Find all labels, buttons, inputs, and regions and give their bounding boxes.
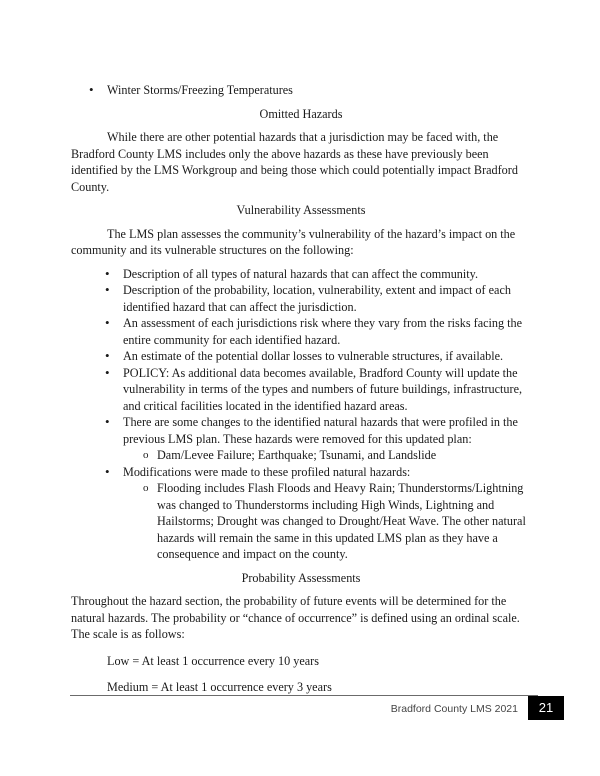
- list-item: • Description of the probability, location, vulnerability, extent and impact of each identified hazard that can affect the jurisdiction.: [71, 282, 531, 315]
- list-item: • POLICY: As additional data becomes available, Bradford County will update the vulnerability in terms of the types and numbers of future buildings, infrastructure, and critical facilities located in the identified hazard areas.: [71, 365, 531, 415]
- footer-title: Bradford County LMS 2021: [390, 703, 518, 715]
- scale-medium: Medium = At least 1 occurrence every 3 years: [107, 680, 332, 694]
- section-heading-omitted-hazards: Omitted Hazards: [259, 106, 343, 121]
- paragraph-probability: Throughout the hazard section, the probability of future events will be determined for the natural hazards. The probability or “chance of occurrence” is defined using an ordinal scale. The scale is as follows:: [71, 594, 520, 641]
- scale-low: Low = At least 1 occurrence every 10 years: [107, 653, 319, 668]
- list-item-removed-hazards: [71, 414, 531, 464]
- sub-list: [123, 447, 531, 464]
- hazard-list-continued: [71, 82, 531, 99]
- list-item-text: Modifications were made to these profiled natural hazards:: [123, 464, 411, 479]
- section-heading-vulnerability: Vulnerability Assessments: [236, 203, 366, 217]
- page-number: 21: [528, 696, 564, 720]
- list-item: • An estimate of the potential dollar losses to vulnerable structures, if available.: [71, 348, 531, 365]
- list-item-modified-hazards: [71, 464, 531, 563]
- page-content: [71, 82, 531, 696]
- footer-divider: [70, 695, 538, 696]
- section-heading-probability: Probability Assessments: [241, 570, 361, 585]
- sub-list-item: o Dam/Levee Failure; Earthquake; Tsunami, and Landslide: [123, 447, 531, 464]
- paragraph-omitted-hazards: While there are other potential hazards that a jurisdiction may be faced with, the Bradford County LMS includes only the above hazards as these have previously been identified by the LMS Workgroup and being those which could potentially impact Bradford County.: [71, 130, 518, 194]
- vulnerability-bullet-list: [71, 266, 531, 563]
- list-item: • An assessment of each jurisdictions risk where they vary from the risks facing the entire community for each identified hazard.: [71, 315, 531, 348]
- list-item-text: There are some changes to the identified natural hazards that were profiled in the previous LMS plan. These hazards were removed for this updated plan:: [123, 415, 518, 446]
- sub-list: [123, 480, 531, 563]
- paragraph-vulnerability: The LMS plan assesses the community’s vulnerability of the hazard’s impact on the community and its vulnerable structures on the following:: [71, 226, 516, 257]
- sub-list-item: o Flooding includes Flash Floods and Heavy Rain; Thunderstorms/Lightning was changed to Thunderstorms including High Winds, Lightning and Hailstorms; Drought was changed to Drought/Heat Wave. The other natural hazards will remain the same in this updated LMS plan as they have a consequence and impact on the county.: [123, 480, 531, 563]
- list-item: • Winter Storms/Freezing Temperatures: [71, 82, 531, 99]
- list-item: • Description of all types of natural hazards that can affect the community.: [71, 266, 531, 283]
